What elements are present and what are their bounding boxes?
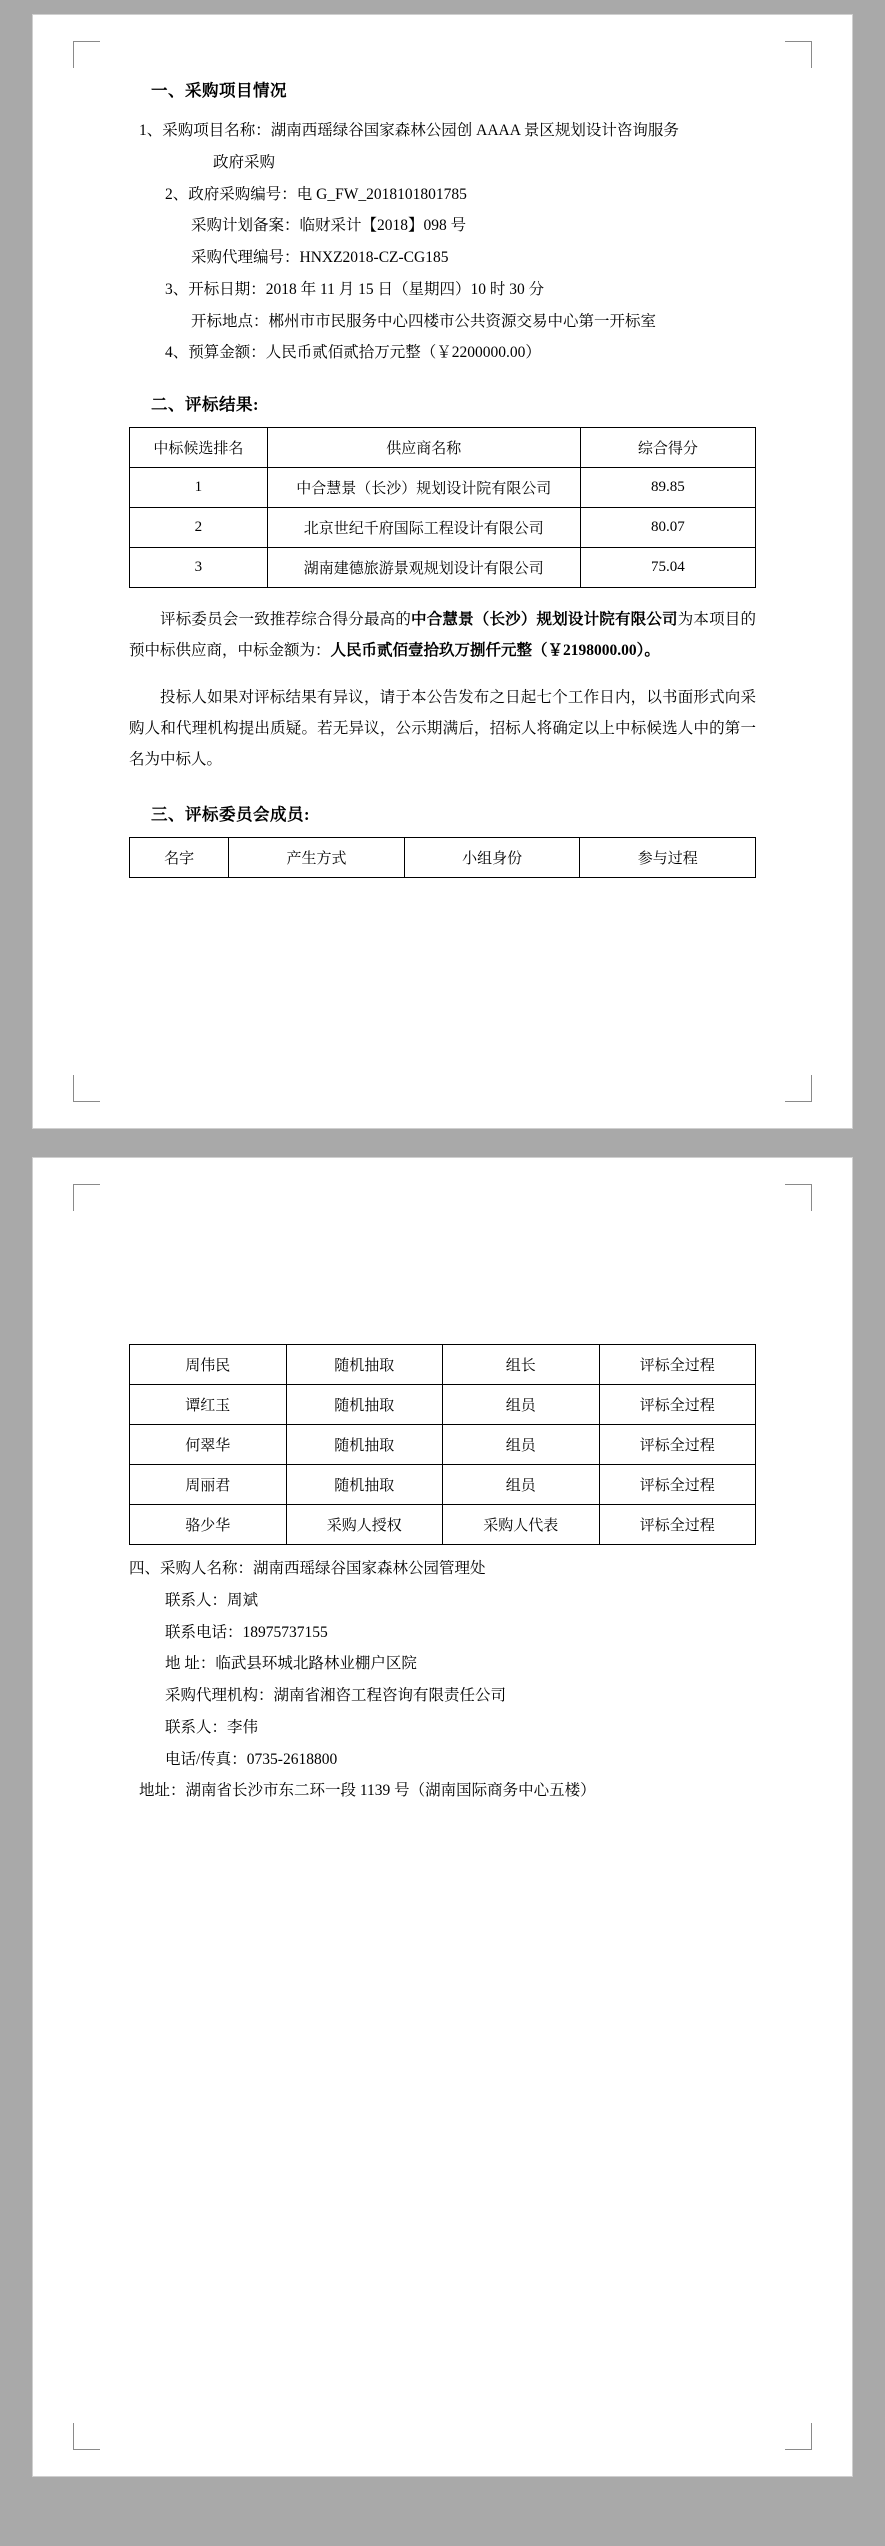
recommendation-amount: 人民币贰佰壹拾玖万捌仟元整（￥2198000.00）。 xyxy=(330,642,660,660)
committee-table-header-part xyxy=(129,837,756,878)
section-2-heading: 二、评标结果: xyxy=(151,395,259,415)
cell-method: 随机抽取 xyxy=(286,1425,443,1465)
agency-name: 采购代理机构：湖南省湘咨工程咨询有限责任公司 xyxy=(165,1687,507,1705)
table-row xyxy=(130,1465,756,1505)
cell-supplier: 湖南建德旅游景观规划设计有限公司 xyxy=(267,548,580,588)
cell-method: 随机抽取 xyxy=(286,1385,443,1425)
document-page-1 xyxy=(32,14,853,1129)
section-1-item-3: 3、开标日期：2018 年 11 月 15 日（星期四）10 时 30 分 xyxy=(165,280,545,298)
evaluation-results-table xyxy=(129,427,756,588)
contact-person: 联系人：周斌 xyxy=(165,1591,259,1609)
col-supplier: 供应商名称 xyxy=(267,428,580,468)
document-viewport xyxy=(0,14,885,2546)
section-1-item-plan-record: 采购计划备案：临财采计【2018】098 号 xyxy=(191,217,467,235)
col-rank: 中标候选排名 xyxy=(130,428,268,468)
committee-table-rows xyxy=(129,1344,756,1545)
cell-participation: 评标全过程 xyxy=(599,1505,756,1545)
agency-phone-fax: 电话/传真：0735-2618800 xyxy=(165,1750,338,1768)
cell-score: 75.04 xyxy=(580,548,755,588)
spacer xyxy=(129,1545,756,1553)
cell-participation: 评标全过程 xyxy=(599,1385,756,1425)
col-score: 综合得分 xyxy=(580,428,755,468)
cell-rank: 3 xyxy=(130,548,268,588)
table-row xyxy=(130,468,756,508)
section-1-item-2: 2、政府采购编号：电 G_FW_2018101801785 xyxy=(165,185,467,203)
cell-participation: 评标全过程 xyxy=(599,1425,756,1465)
cell-role: 采购人代表 xyxy=(443,1505,600,1545)
cell-name: 周丽君 xyxy=(130,1465,287,1505)
table-row xyxy=(130,1505,756,1545)
crop-mark-top-right xyxy=(785,1184,812,1211)
crop-mark-bottom-left xyxy=(73,2423,100,2450)
crop-mark-top-left xyxy=(73,1184,100,1211)
contact-phone: 联系电话：18975737155 xyxy=(165,1623,328,1641)
col-participation: 参与过程 xyxy=(580,838,756,878)
cell-name: 何翠华 xyxy=(130,1425,287,1465)
agency-address: 地址：湖南省长沙市东二环一段 1139 号（湖南国际商务中心五楼） xyxy=(139,1782,596,1800)
col-role: 小组身份 xyxy=(404,838,580,878)
cell-supplier: 中合慧景（长沙）规划设计院有限公司 xyxy=(267,468,580,508)
cell-participation: 评标全过程 xyxy=(599,1345,756,1385)
agency-contact-person: 联系人：李伟 xyxy=(165,1718,259,1736)
cell-score: 89.85 xyxy=(580,468,755,508)
cell-role: 组员 xyxy=(443,1425,600,1465)
crop-mark-bottom-right xyxy=(785,1075,812,1102)
recommendation-text-1: 评标委员会一致推荐综合得分最高的 xyxy=(160,611,412,629)
cell-method: 随机抽取 xyxy=(286,1465,443,1505)
section-3-heading: 三、评标委员会成员: xyxy=(151,805,310,825)
section-4-heading-line xyxy=(129,1553,756,1585)
col-name: 名字 xyxy=(130,838,229,878)
cell-method: 采购人授权 xyxy=(286,1505,443,1545)
cell-participation: 评标全过程 xyxy=(599,1465,756,1505)
crop-mark-bottom-right xyxy=(785,2423,812,2450)
section-1-item-1: 1、采购项目名称：湖南西瑶绿谷国家森林公园创 AAAA 景区规划设计咨询服务 xyxy=(139,122,679,139)
cell-score: 80.07 xyxy=(580,508,755,548)
crop-mark-top-left xyxy=(73,41,100,68)
section-1-item-open-place: 开标地点：郴州市市民服务中心四楼市公共资源交易中心第一开标室 xyxy=(191,312,657,330)
section-1-item-agent-code: 采购代理编号：HNXZ2018-CZ-CG185 xyxy=(191,249,449,267)
cell-role: 组员 xyxy=(443,1465,600,1505)
table-row xyxy=(130,548,756,588)
col-method: 产生方式 xyxy=(229,838,405,878)
cell-role: 组员 xyxy=(443,1385,600,1425)
document-page-2 xyxy=(32,1157,853,2477)
cell-supplier: 北京世纪千府国际工程设计有限公司 xyxy=(267,508,580,548)
table-header-row xyxy=(130,838,756,878)
cell-rank: 1 xyxy=(130,468,268,508)
cell-role: 组长 xyxy=(443,1345,600,1385)
table-row xyxy=(130,508,756,548)
cell-name: 周伟民 xyxy=(130,1345,287,1385)
cell-name: 谭红玉 xyxy=(130,1385,287,1425)
section-1-item-4: 4、预算金额：人民币贰佰贰拾万元整（￥2200000.00） xyxy=(165,344,541,362)
section-1-heading: 一、采购项目情况 xyxy=(151,81,287,100)
table-row xyxy=(130,1345,756,1385)
table-row xyxy=(130,1425,756,1465)
cell-name: 骆少华 xyxy=(130,1505,287,1545)
crop-mark-top-right xyxy=(785,41,812,68)
table-row xyxy=(130,1385,756,1425)
objection-paragraph: 投标人如果对评标结果有异议，请于本公告发布之日起七个工作日内，以书面形式向采购人和代理机构提出质疑。若无异议，公示期满后，招标人将确定以上中标候选人中的第一名为中标人。 xyxy=(129,689,756,769)
crop-mark-bottom-left xyxy=(73,1075,100,1102)
table-header-row xyxy=(130,428,756,468)
address: 地 址：临武县环城北路林业棚户区院 xyxy=(165,1655,417,1673)
recommendation-winner-name: 中合慧景（长沙）规划设计院有限公司 xyxy=(411,611,678,629)
recommendation-text-2: 为本项目的预中标供应商，中标金额为： xyxy=(129,611,756,660)
section-4-purchaser-name: 湖南西瑶绿谷国家森林公园管理处 xyxy=(253,1560,486,1577)
cell-rank: 2 xyxy=(130,508,268,548)
section-4-heading: 四、采购人名称： xyxy=(129,1560,254,1577)
section-1-item-1-cont: 政府采购 xyxy=(213,153,276,171)
recommendation-paragraph xyxy=(129,604,756,666)
cell-method: 随机抽取 xyxy=(286,1345,443,1385)
page-separator xyxy=(0,1129,885,1157)
